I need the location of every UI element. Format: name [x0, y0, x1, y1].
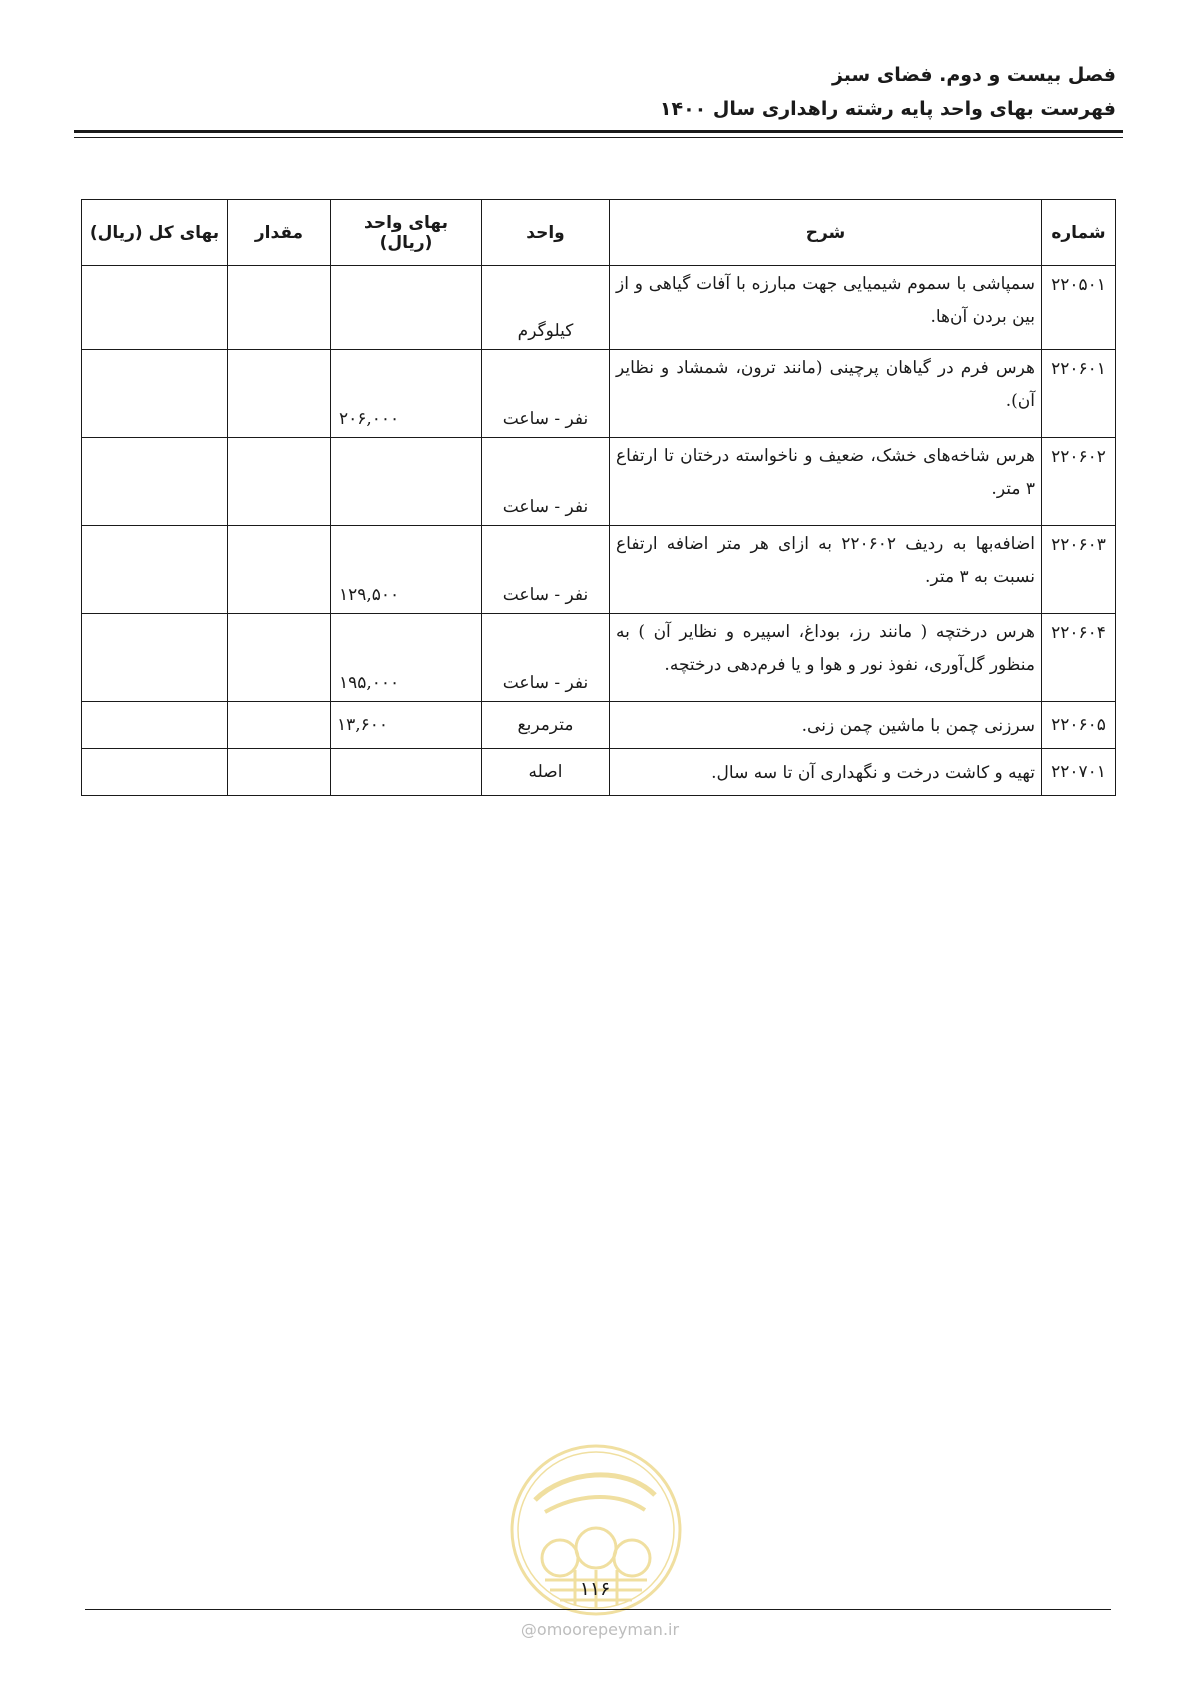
row-quantity [228, 614, 331, 702]
row-number: ۲۲۰۷۰۱ [1042, 749, 1116, 796]
row-unit-price: ۲۰۶,۰۰۰ [331, 350, 482, 438]
chapter-title: فصل بیست و دوم. فضای سبز [831, 64, 1116, 86]
row-number: ۲۲۰۶۰۱ [1042, 350, 1116, 438]
row-number: ۲۲۰۶۰۵ [1042, 702, 1116, 749]
row-total-price [82, 526, 228, 614]
row-unit: نفر - ساعت [482, 526, 610, 614]
column-header-number: شماره [1042, 200, 1116, 266]
row-number: ۲۲۰۵۰۱ [1042, 266, 1116, 350]
row-quantity [228, 702, 331, 749]
column-header-total-price: بهای کل (ریال) [82, 200, 228, 266]
row-description: هرس درختچه ( مانند رز، بوداغ، اسپیره و نظایر آن ) به منظور گل‌آوری، نفوذ نور و هوا و یا فرم‌دهی درختچه. [610, 614, 1042, 702]
column-header-description: شرح [610, 200, 1042, 266]
row-unit-price: ۱۲۹,۵۰۰ [331, 526, 482, 614]
page-header [66, 58, 1116, 126]
row-total-price [82, 702, 228, 749]
row-description: سمپاشی با سموم شیمیایی جهت مبارزه با آفات گیاهی و از بین بردن آن‌ها. [610, 266, 1042, 350]
price-table [81, 199, 1116, 796]
column-header-quantity: مقدار [228, 200, 331, 266]
table-row [82, 438, 1116, 526]
table-row [82, 526, 1116, 614]
row-quantity [228, 438, 331, 526]
row-description: تهیه و کاشت درخت و نگهداری آن تا سه سال. [610, 749, 1042, 796]
row-total-price [82, 350, 228, 438]
row-description: اضافه‌بها به ردیف ۲۲۰۶۰۲ به ازای هر متر اضافه ارتفاع نسبت به ۳ متر. [610, 526, 1042, 614]
row-description: سرزنی چمن با ماشین چمن زنی. [610, 702, 1042, 749]
table-row [82, 749, 1116, 796]
document-title: فهرست بهای واحد پایه رشته راهداری سال ۱۴۰۰ [659, 98, 1116, 120]
column-header-unit: واحد [482, 200, 610, 266]
header-rule-thin [74, 137, 1123, 138]
table-row [82, 266, 1116, 350]
row-description: هرس شاخه‌های خشک، ضعیف و ناخواسته درختان تا ارتفاع ۳ متر. [610, 438, 1042, 526]
row-number: ۲۲۰۶۰۲ [1042, 438, 1116, 526]
row-total-price [82, 614, 228, 702]
row-unit: اصله [482, 749, 610, 796]
row-description: هرس فرم در گیاهان پرچینی (مانند ترون، شمشاد و نظایر آن). [610, 350, 1042, 438]
table-row [82, 702, 1116, 749]
row-quantity [228, 350, 331, 438]
row-total-price [82, 749, 228, 796]
row-unit: مترمربع [482, 702, 610, 749]
row-unit: نفر - ساعت [482, 614, 610, 702]
table-row [82, 614, 1116, 702]
row-total-price [82, 438, 228, 526]
row-unit-price [331, 438, 482, 526]
row-quantity [228, 526, 331, 614]
row-quantity [228, 266, 331, 350]
page-number: ۱۱۶ [579, 1578, 611, 1600]
row-unit-price [331, 266, 482, 350]
footer-rule [85, 1609, 1111, 1610]
row-unit-price: ۱۹۵,۰۰۰ [331, 614, 482, 702]
row-quantity [228, 749, 331, 796]
table-row [82, 350, 1116, 438]
row-unit: کیلوگرم [482, 266, 610, 350]
column-header-unit-price: بهای واحد (ریال) [331, 200, 482, 266]
row-unit-price [331, 749, 482, 796]
row-unit: نفر - ساعت [482, 438, 610, 526]
site-watermark: @omoorepeyman.ir [520, 1620, 680, 1639]
row-total-price [82, 266, 228, 350]
row-unit-price: ۱۳,۶۰۰ [331, 702, 482, 749]
table-header-row [82, 200, 1116, 266]
row-unit: نفر - ساعت [482, 350, 610, 438]
header-rule-thick [74, 130, 1123, 133]
row-number: ۲۲۰۶۰۴ [1042, 614, 1116, 702]
row-number: ۲۲۰۶۰۳ [1042, 526, 1116, 614]
